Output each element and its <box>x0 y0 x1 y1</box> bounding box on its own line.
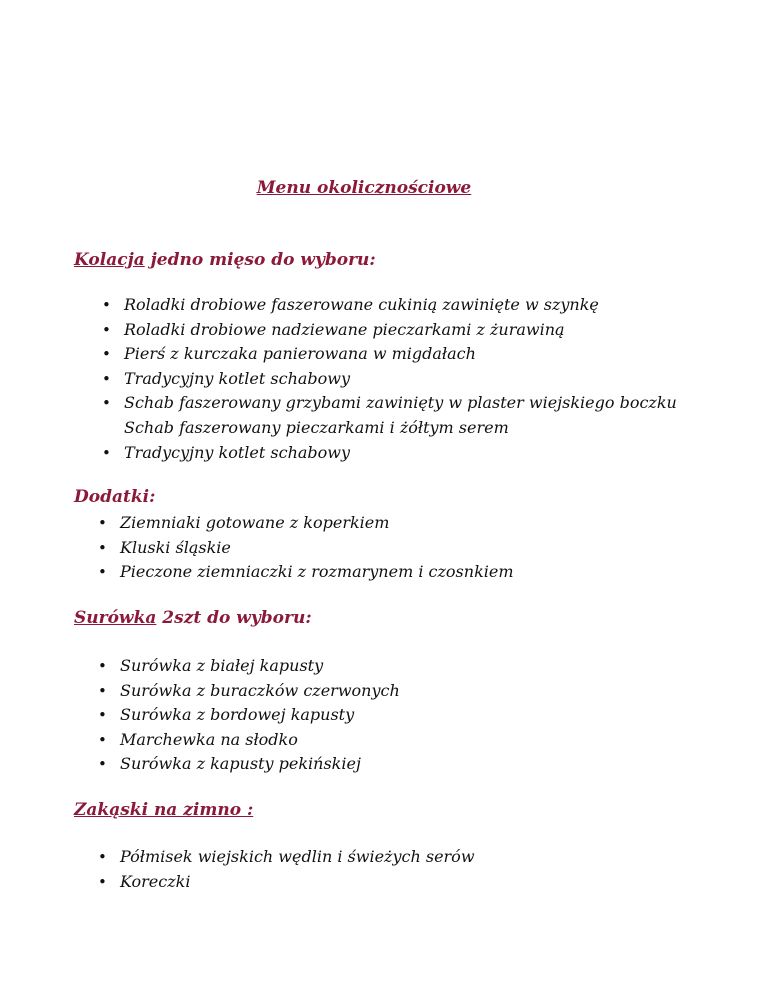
bullet-icon: • <box>98 514 107 532</box>
list-item-text: Schab faszerowany grzybami zawinięty w plaster wiejskiego boczku <box>124 393 677 413</box>
list-item-text: Surówka z buraczków czerwonych <box>120 680 400 700</box>
bullet-icon: • <box>98 681 107 700</box>
bullet-icon: • <box>98 730 107 749</box>
list-item <box>102 391 677 416</box>
section-heading-zakaski <box>74 800 253 820</box>
bullet-icon: • <box>102 345 111 364</box>
section-heading-dodatki <box>74 487 155 507</box>
bullet-icon: • <box>98 848 107 866</box>
list-item-text: Schab faszerowany pieczarkami i żółtym serem <box>124 417 509 437</box>
heading-rest: Dodatki: <box>74 487 156 507</box>
heading-underlined: Surówka <box>74 608 157 628</box>
list-surowka <box>98 654 400 777</box>
list-item-text: Surówka z bordowej kapusty <box>120 705 355 725</box>
list-item-text: Roladki drobiowe nadziewane pieczarkami z żurawiną <box>124 319 565 339</box>
list-item <box>102 441 677 466</box>
bullet-icon: • <box>102 296 111 314</box>
bullet-icon: • <box>98 706 107 725</box>
heading-underlined: Zakąski na zimno : <box>74 800 254 820</box>
list-item <box>98 703 400 728</box>
list-dodatki <box>98 511 514 585</box>
heading-rest: jedno mięso do wyboru: <box>144 250 376 270</box>
bullet-icon: • <box>98 755 107 774</box>
bullet-icon: • <box>102 369 111 388</box>
list-item <box>98 679 400 704</box>
bullet-icon: • <box>98 657 107 675</box>
list-item <box>102 367 677 392</box>
section-heading-surowka <box>74 608 312 628</box>
list-item-text: Surówka z kapusty pekińskiej <box>120 754 361 774</box>
bullet-icon: • <box>98 538 107 557</box>
list-item <box>98 536 514 561</box>
list-item-text: Tradycyjny kotlet schabowy <box>124 368 351 388</box>
list-item-text: Kluski śląskie <box>120 537 231 557</box>
bullet-icon: • <box>98 872 107 891</box>
list-item-text: Ziemniaki gotowane z koperkiem <box>120 513 390 532</box>
document-title: Menu okolicznościowe <box>256 178 472 198</box>
heading-rest: 2szt do wyboru: <box>156 608 312 628</box>
list-item <box>124 416 677 441</box>
list-item <box>98 870 475 895</box>
list-item-text: Koreczki <box>120 871 191 891</box>
heading-underlined: Kolacja <box>74 250 145 270</box>
list-item <box>98 728 400 753</box>
list-item-text: Surówka z białej kapusty <box>120 656 324 675</box>
list-item-text: Półmisek wiejskich wędlin i świeżych serów <box>120 847 475 866</box>
list-item-text: Roladki drobiowe faszerowane cukinią zawinięte w szynkę <box>124 295 599 314</box>
bullet-icon: • <box>98 563 107 582</box>
list-item <box>98 752 400 777</box>
list-zakaski <box>98 845 475 894</box>
list-item <box>98 845 475 870</box>
list-item <box>98 654 400 679</box>
list-item <box>98 560 514 585</box>
list-item <box>98 511 514 536</box>
list-item <box>102 293 677 318</box>
list-item <box>102 342 677 367</box>
list-item-text: Marchewka na słodko <box>120 729 298 749</box>
bullet-icon: • <box>102 394 111 413</box>
list-item-text: Pierś z kurczaka panierowana w migdałach <box>124 344 476 364</box>
list-item <box>102 318 677 343</box>
bullet-icon: • <box>102 320 111 339</box>
list-item-text: Pieczone ziemniaczki z rozmarynem i czosnkiem <box>120 562 514 582</box>
bullet-icon: • <box>102 443 111 462</box>
list-item-text: Tradycyjny kotlet schabowy <box>124 442 351 462</box>
list-kolacja <box>102 293 677 465</box>
section-heading-kolacja <box>74 250 376 270</box>
